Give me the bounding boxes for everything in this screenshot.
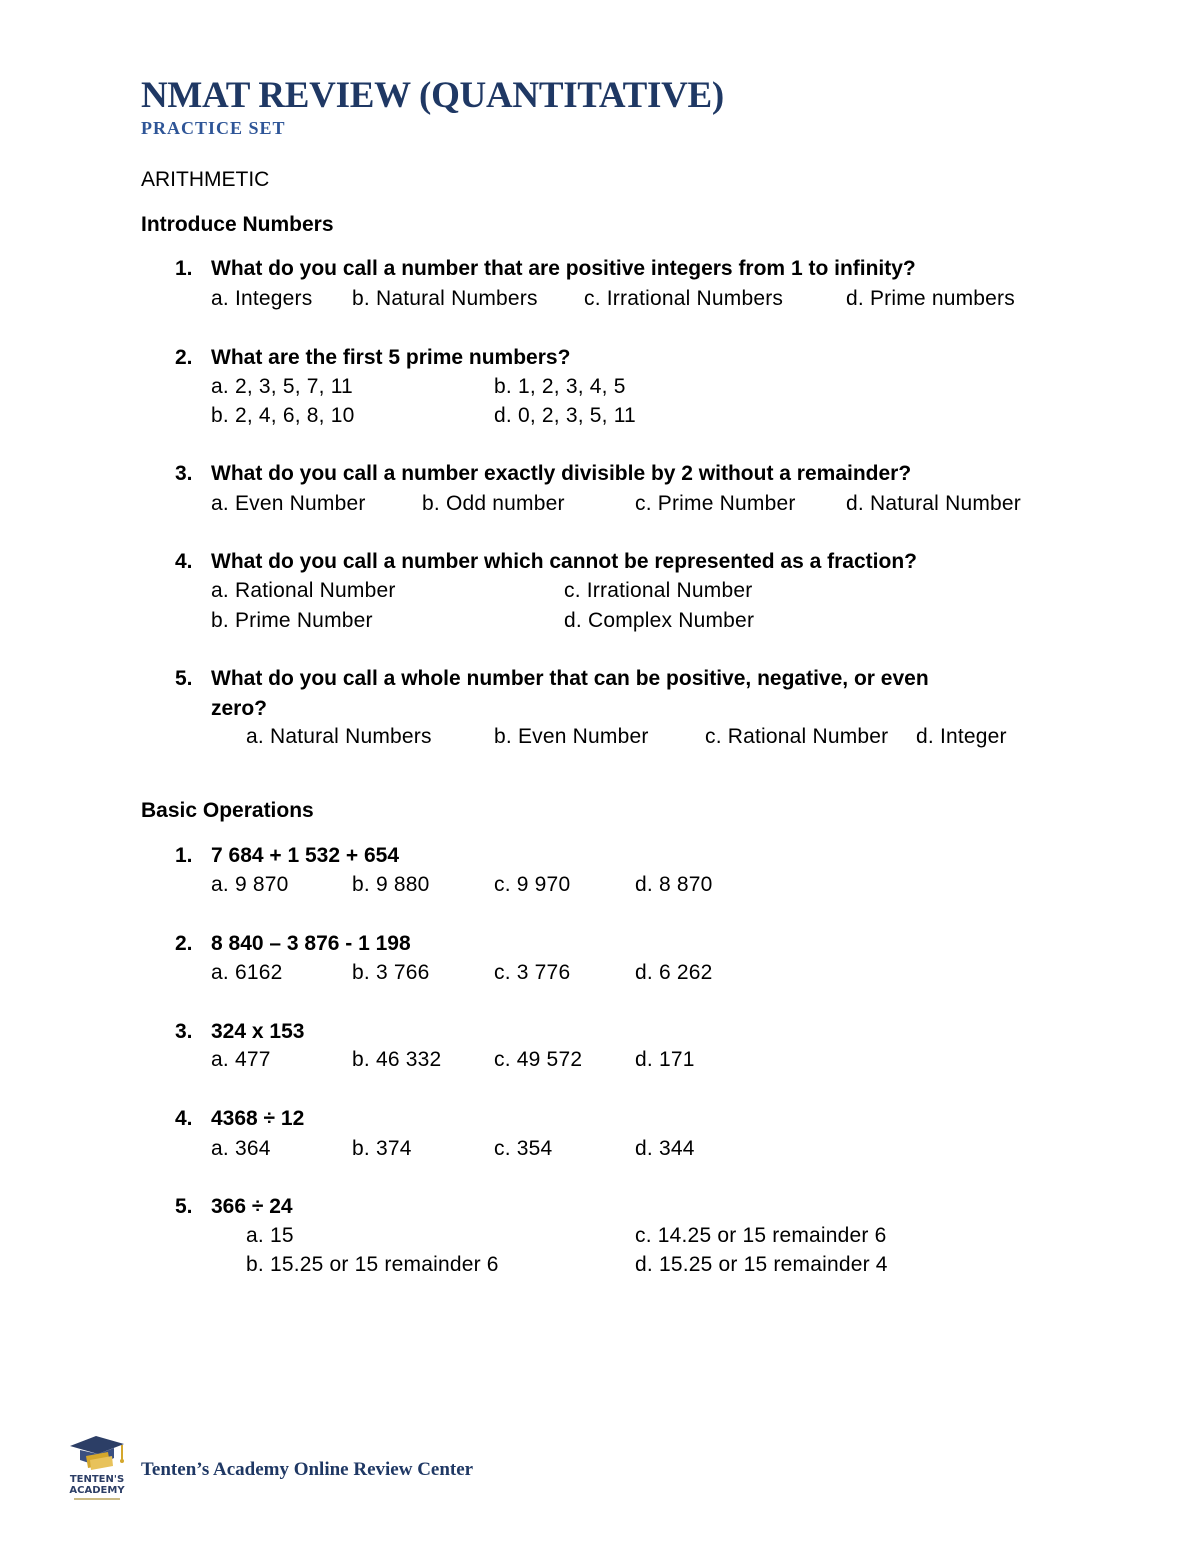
- question-number: 3.: [175, 462, 193, 485]
- option: b. Odd number: [422, 492, 565, 515]
- question-number: 5.: [175, 1195, 193, 1218]
- option: b. 15.25 or 15 remainder 6: [246, 1253, 499, 1276]
- question-text: 4368 ÷ 12: [211, 1107, 305, 1130]
- option: c. Prime Number: [635, 492, 796, 515]
- option: b. 46 332: [352, 1048, 442, 1071]
- option: d. 171: [635, 1048, 695, 1071]
- academy-logo-icon: [66, 1430, 128, 1506]
- option: a. Integers: [211, 287, 313, 310]
- question-text: What do you call a number exactly divisible by 2 without a remainder?: [211, 462, 912, 485]
- question-number: 2.: [175, 932, 193, 955]
- question-text: 7 684 + 1 532 + 654: [211, 844, 400, 867]
- subsection-heading-basic-operations: Basic Operations: [141, 799, 314, 822]
- option: b. 9 880: [352, 873, 430, 896]
- option: a. 15: [246, 1224, 294, 1247]
- option: d. 6 262: [635, 961, 713, 984]
- option: d. 344: [635, 1137, 695, 1160]
- option: a. 364: [211, 1137, 271, 1160]
- question-text: 8 840 – 3 876 - 1 198: [211, 932, 411, 955]
- option: d. 15.25 or 15 remainder 4: [635, 1253, 888, 1276]
- question-number: 1.: [175, 844, 193, 867]
- question-text: What do you call a number that are positive integers from 1 to infinity?: [211, 257, 916, 280]
- question-text-continued: zero?: [211, 697, 268, 720]
- option: d. Natural Number: [846, 492, 1021, 515]
- question-text: What do you call a whole number that can be positive, negative, or even: [211, 667, 929, 690]
- document-title: NMAT REVIEW (QUANTITATIVE): [141, 75, 724, 116]
- option: c. 354: [494, 1137, 553, 1160]
- question-number: 4.: [175, 1107, 193, 1130]
- question-number: 2.: [175, 346, 193, 369]
- section-heading: ARITHMETIC: [141, 168, 270, 191]
- option: b. Natural Numbers: [352, 287, 538, 310]
- option: a. Rational Number: [211, 579, 396, 602]
- option: c. Irrational Numbers: [584, 287, 784, 310]
- question-text: What are the first 5 prime numbers?: [211, 346, 571, 369]
- subsection-heading-introduce-numbers: Introduce Numbers: [141, 213, 334, 236]
- option: a. 6162: [211, 961, 283, 984]
- question-number: 4.: [175, 550, 193, 573]
- question-number: 1.: [175, 257, 193, 280]
- option: d. Integer: [916, 725, 1007, 748]
- option: b. 374: [352, 1137, 412, 1160]
- option: b. 1, 2, 3, 4, 5: [494, 375, 626, 398]
- option: a. 477: [211, 1048, 271, 1071]
- option: b. 3 766: [352, 961, 430, 984]
- footer-organization-name: Tenten’s Academy Online Review Center: [141, 1459, 474, 1480]
- svg-text:TENTEN'S: TENTEN'S: [69, 1474, 125, 1485]
- question-text: 366 ÷ 24: [211, 1195, 293, 1218]
- option: c. 49 572: [494, 1048, 583, 1071]
- option: c. 9 970: [494, 873, 571, 896]
- option: c. 3 776: [494, 961, 571, 984]
- option: b. Even Number: [494, 725, 649, 748]
- option: a. Even Number: [211, 492, 366, 515]
- svg-text:ACADEMY: ACADEMY: [69, 1485, 125, 1496]
- option: c. Irrational Number: [564, 579, 753, 602]
- option: d. Prime numbers: [846, 287, 1015, 310]
- option: c. 14.25 or 15 remainder 6: [635, 1224, 887, 1247]
- option: d. 8 870: [635, 873, 713, 896]
- question-number: 3.: [175, 1020, 193, 1043]
- option: c. Rational Number: [705, 725, 889, 748]
- option: d. Complex Number: [564, 609, 755, 632]
- question-text: 324 x 153: [211, 1020, 305, 1043]
- option: a. 2, 3, 5, 7, 11: [211, 375, 353, 398]
- question-text: What do you call a number which cannot be represented as a fraction?: [211, 550, 917, 573]
- option: a. 9 870: [211, 873, 289, 896]
- question-number: 5.: [175, 667, 193, 690]
- document-subtitle: PRACTICE SET: [141, 118, 286, 138]
- option: d. 0, 2, 3, 5, 11: [494, 404, 636, 427]
- option: b. 2, 4, 6, 8, 10: [211, 404, 355, 427]
- option: a. Natural Numbers: [246, 725, 432, 748]
- option: b. Prime Number: [211, 609, 373, 632]
